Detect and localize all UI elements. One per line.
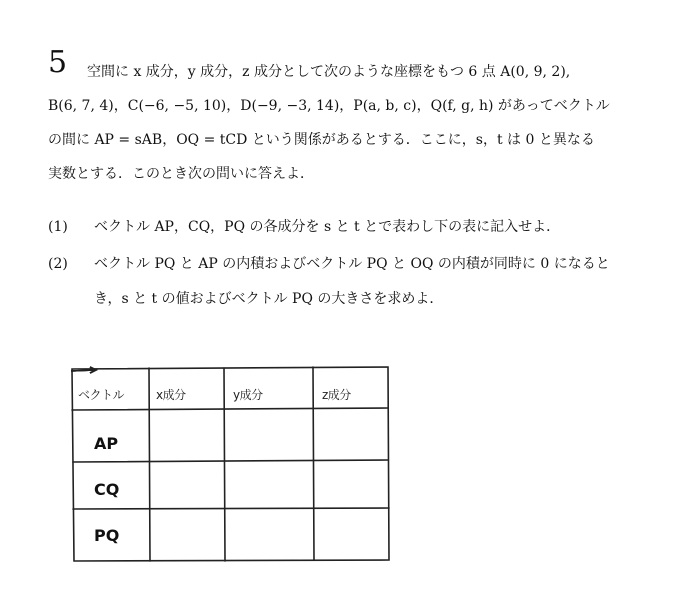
answer-cell-ap-y[interactable] (227, 412, 301, 456)
table-header-x: x成分 (156, 388, 186, 402)
problem-line-1: 空間に x 成分，y 成分，z 成分として次のような座標をもつ 6 点 A(0, 9, 2), (87, 64, 571, 80)
row-label-pq: PQ (94, 526, 120, 545)
table-header-y: y成分 (233, 388, 263, 402)
answer-cell-ap-z[interactable] (316, 412, 390, 456)
answer-cell-pq-x[interactable] (151, 511, 225, 555)
answer-cell-ap-x[interactable] (151, 412, 225, 456)
question-2-label: (2) (48, 256, 68, 272)
answer-cell-cq-y[interactable] (227, 463, 301, 507)
answer-cell-cq-x[interactable] (151, 463, 225, 507)
row-label-cq: CQ (94, 480, 120, 499)
answer-table (70, 366, 390, 562)
question-1-text: ベクトル AP，CQ，PQ の各成分を s と t とで表わし下の表に記入せよ． (94, 219, 561, 235)
problem-number: 5 (48, 45, 68, 80)
row-label-ap: AP (94, 434, 119, 453)
question-2-text: ベクトル PQ と AP の内積およびベクトル PQ と OQ の内積が同時に 0 になると (94, 256, 610, 272)
table-header-z: z成分 (322, 388, 351, 402)
problem-line-2: B(6, 7, 4)，C(−6, −5, 10)，D(−9, −3, 14)，P(a, b, c)，Q(f, g, h) があってベクトル (48, 98, 610, 114)
problem-line-3: の間に AP = sAB，OQ = tCD という関係があるとする．ここに，s，t は 0 と異なる (48, 132, 595, 148)
question-2-continuation: き，s と t の値およびベクトル PQ の大きさを求めよ． (94, 291, 444, 307)
answer-cell-pq-y[interactable] (227, 511, 301, 555)
question-1-label: (1) (48, 219, 68, 235)
table-header-vector: ベクトル (78, 388, 125, 402)
problem-line-4: 実数とする．このとき次の問いに答えよ． (48, 166, 314, 182)
answer-cell-pq-z[interactable] (316, 511, 390, 555)
vector-arrow-icon (70, 366, 98, 374)
answer-cell-cq-z[interactable] (316, 463, 390, 507)
